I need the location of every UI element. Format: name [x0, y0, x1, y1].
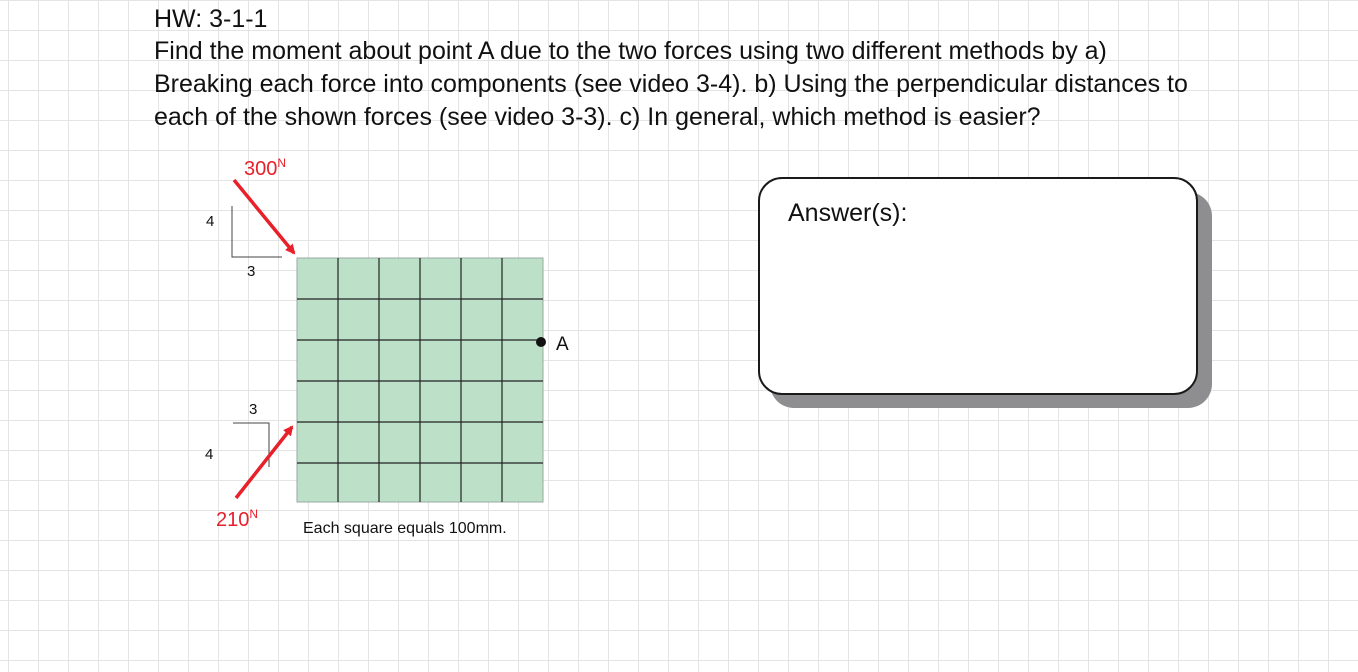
- problem-line: each of the shown forces (see video 3-3). c) In general, which method is easier?: [154, 103, 1041, 131]
- bottom-horizontal-component-label: 3: [249, 401, 258, 418]
- point-a-label: A: [556, 334, 569, 355]
- answer-box[interactable]: [758, 177, 1198, 395]
- point-a-marker: [536, 337, 546, 347]
- bottom-vertical-component-label: 4: [205, 446, 214, 463]
- force-210-arrow: [236, 427, 292, 498]
- force-300-arrow: [234, 180, 294, 253]
- problem-line: Breaking each force into components (see video 3-4). b) Using the perpendicular distances to: [154, 70, 1188, 98]
- top-horizontal-component-label: 3: [247, 263, 256, 280]
- homework-title: HW: 3-1-1: [154, 5, 268, 33]
- force-210-label: $210^N$: [216, 507, 259, 531]
- force-300-label: $300^N$: [244, 156, 287, 180]
- problem-line: Find the moment about point A due to the two forces using two different methods by a): [154, 37, 1107, 65]
- top-vertical-component-label: 4: [206, 213, 215, 230]
- answer-label: Answer(s):: [788, 199, 908, 227]
- scale-note: Each square equals 100mm.: [303, 520, 507, 537]
